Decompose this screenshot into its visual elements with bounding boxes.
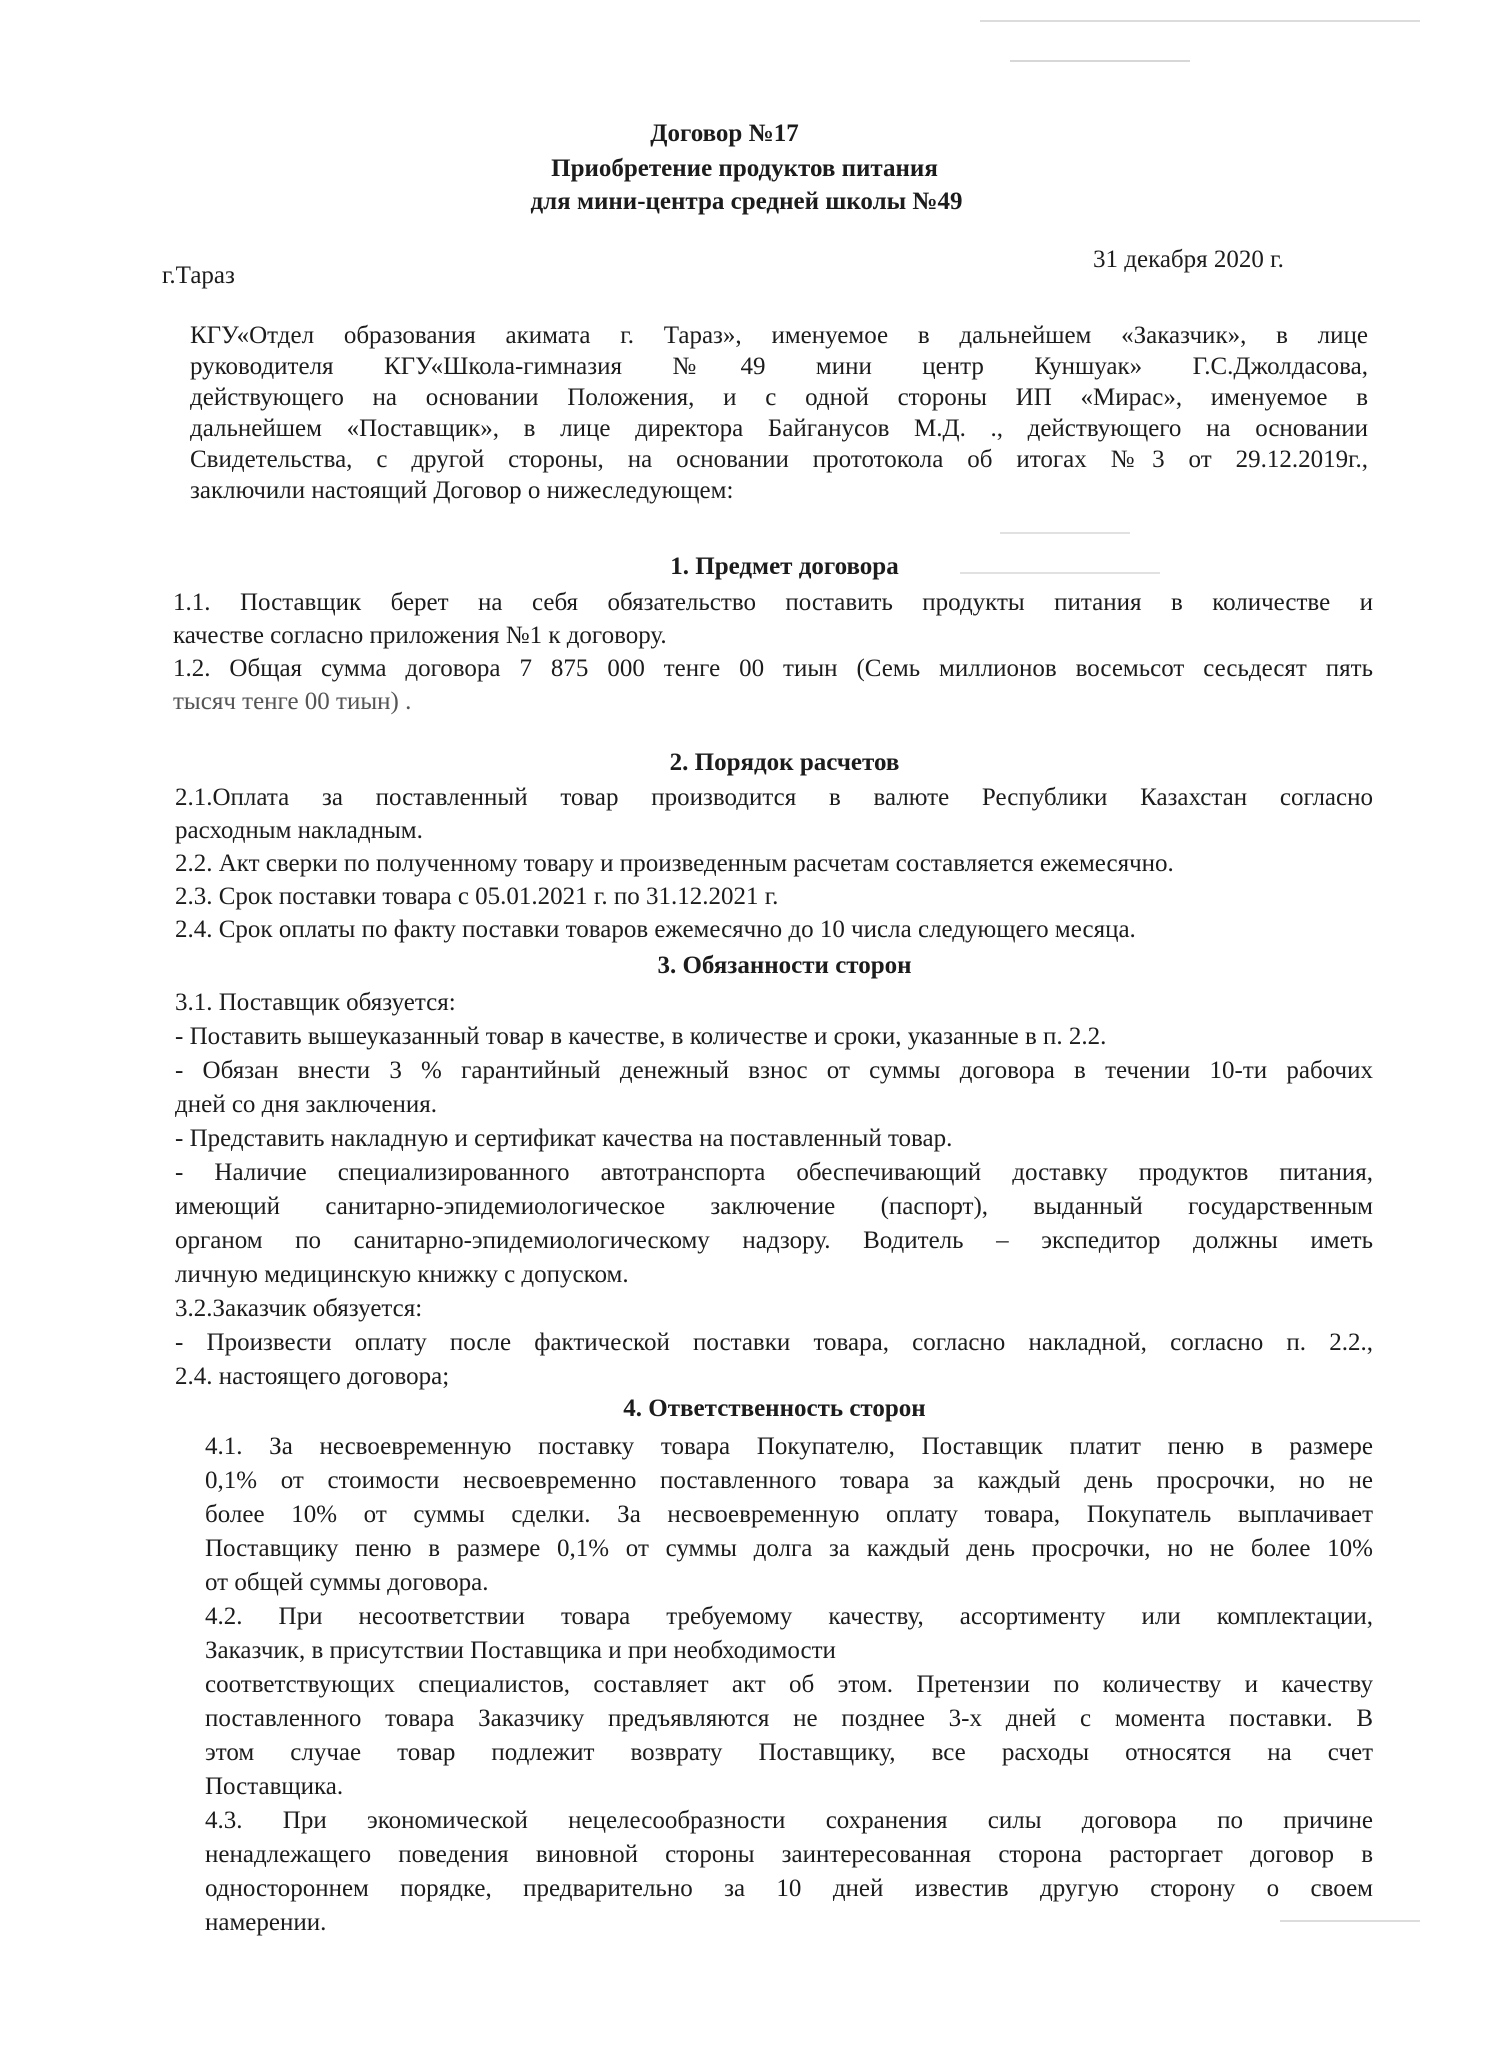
text-line: действующего на основании Положения, и с одной стороны ИП «Мирас», именуемое в bbox=[190, 384, 1368, 411]
text-line: КГУ«Отдел образования акимата г. Тараз», именуемое в дальнейшем «Заказчик», в лице bbox=[190, 322, 1368, 349]
text-line: 1.2. Общая сумма договора 7 875 000 тенге 00 тиын (Семь миллионов восемьсот сесьдесят пять bbox=[173, 655, 1373, 682]
text-line: - Произвести оплату после фактической поставки товара, согласно накладной, согласно п. 2.2., bbox=[175, 1329, 1373, 1356]
text-line: руководителя КГУ«Школа-гимназия №49 мини центр Куншуак» Г.С.Джолдасова, bbox=[190, 353, 1368, 380]
text-line: более 10% от суммы сделки. За несвоевременную оплату товара, Покупатель выплачивает bbox=[205, 1501, 1373, 1528]
text-line: расходным накладным. bbox=[175, 817, 423, 844]
section-body bbox=[205, 1430, 1373, 1940]
text-line: Заказчик, в присутствии Поставщика и при необходимости bbox=[205, 1637, 836, 1664]
text-line: 0,1% от стоимости несвоевременно поставленного товара за каждый день просрочки, но не bbox=[205, 1467, 1373, 1494]
text-line: намерении. bbox=[205, 1909, 327, 1936]
text-line: 3.2.Заказчик обязуется: bbox=[175, 1295, 423, 1322]
text-line: - Поставить вышеуказанный товар в качестве, в количестве и сроки, указанные в п. 2.2. bbox=[175, 1023, 1107, 1050]
scan-streak bbox=[1000, 532, 1130, 534]
text-line: заключили настоящий Договор о нижеследующем: bbox=[190, 477, 734, 504]
document-subtitle: Приобретение продуктов питания bbox=[551, 155, 938, 182]
intro-paragraph bbox=[190, 320, 1368, 506]
text-line: 2.4. Срок оплаты по факту поставки товаров ежемесячно до 10 числа следующего месяца. bbox=[175, 916, 1136, 943]
section-heading: 3. Обязанности сторон bbox=[657, 952, 912, 979]
contract-date: 31 декабря 2020 г. bbox=[1093, 246, 1284, 273]
text-line: тысяч тенге 00 тиын) . bbox=[173, 688, 412, 715]
text-line: 4.2. При несоответствии товара требуемому качеству, ассортименту или комплектации, bbox=[205, 1603, 1373, 1630]
text-line: ненадлежащего поведения виновной стороны заинтересованная сторона расторгает договор в bbox=[205, 1841, 1373, 1868]
text-line: 4.1. За несвоевременную поставку товара Покупателю, Поставщик платит пеню в размере bbox=[205, 1433, 1373, 1460]
text-line: 2.4. настоящего договора; bbox=[175, 1363, 450, 1390]
text-line: 3.1. Поставщик обязуется: bbox=[175, 989, 456, 1016]
section-body bbox=[175, 781, 1373, 946]
text-line: соответствующих специалистов, составляет акт об этом. Претензии по количеству и качеству bbox=[205, 1671, 1373, 1698]
scan-streak bbox=[1010, 60, 1190, 62]
section-heading: 4. Ответственность сторон bbox=[623, 1395, 926, 1422]
text-line: дальнейшем «Поставщик», в лице директора Байганусов М.Д. ., действующего на основании bbox=[190, 415, 1368, 442]
scan-streak bbox=[980, 20, 1420, 22]
section-body bbox=[173, 586, 1373, 718]
text-line: - Обязан внести 3 % гарантийный денежный взнос от суммы договора в течении 10-ти рабочих bbox=[175, 1057, 1373, 1084]
section-body bbox=[175, 986, 1373, 1394]
text-line: одностороннем порядке, предварительно за 10 дней известив другую сторону о своем bbox=[205, 1875, 1373, 1902]
text-line: от общей суммы договора. bbox=[205, 1569, 489, 1596]
text-line: дней со дня заключения. bbox=[175, 1091, 438, 1118]
text-line: - Представить накладную и сертификат качества на поставленный товар. bbox=[175, 1125, 953, 1152]
document-title: Договор №17 bbox=[650, 120, 799, 147]
text-line: 4.3. При экономической нецелесообразности сохранения силы договора по причине bbox=[205, 1807, 1373, 1834]
text-line: этом случае товар подлежит возврату Поставщику, все расходы относятся на счет bbox=[205, 1739, 1373, 1766]
text-line: 2.2. Акт сверки по полученному товару и произведенным расчетам составляется ежемесячно. bbox=[175, 850, 1174, 877]
text-line: Поставщику пеню в размере 0,1% от суммы долга за каждый день просрочки, но не более 10% bbox=[205, 1535, 1373, 1562]
text-line: - Наличие специализированного автотранспорта обеспечивающий доставку продуктов питания, bbox=[175, 1159, 1373, 1186]
text-line: имеющий санитарно-эпидемиологическое заключение (паспорт), выданный государственным bbox=[175, 1193, 1373, 1220]
section-heading: 2. Порядок расчетов bbox=[669, 749, 900, 776]
city: г.Тараз bbox=[162, 262, 235, 289]
text-line: качестве согласно приложения №1 к договору. bbox=[173, 622, 667, 649]
text-line: поставленного товара Заказчику предъявляются не позднее 3-х дней с момента поставки. В bbox=[205, 1705, 1373, 1732]
text-line: Поставщика. bbox=[205, 1773, 344, 1800]
text-line: органом по санитарно-эпидемиологическому надзору. Водитель – экспедитор должны иметь bbox=[175, 1227, 1373, 1254]
document-subtitle: для мини-центра средней школы №49 bbox=[530, 188, 963, 215]
section-heading: 1. Предмет договора bbox=[670, 553, 899, 580]
text-line: 2.3. Срок поставки товара с 05.01.2021 г. по 31.12.2021 г. bbox=[175, 883, 779, 910]
text-line: личную медицинскую книжку с допуском. bbox=[175, 1261, 629, 1288]
text-line: 2.1.Оплата за поставленный товар производится в валюте Республики Казахстан согласно bbox=[175, 784, 1373, 811]
text-line: Свидетельства, с другой стороны, на основании прототокола об итогах №3 от 29.12.2019г., bbox=[190, 446, 1368, 473]
text-line: 1.1. Поставщик берет на себя обязательство поставить продукты питания в количестве и bbox=[173, 589, 1373, 616]
